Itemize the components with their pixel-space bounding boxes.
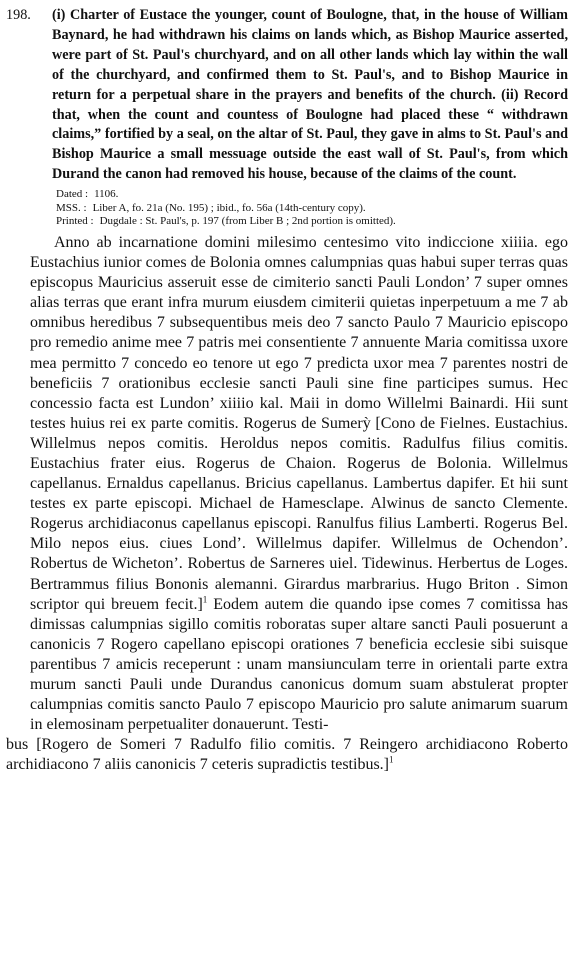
dated-label: Dated : — [56, 188, 89, 201]
footnote-marker: 1 — [202, 594, 208, 605]
printed-label: Printed : — [56, 215, 94, 228]
mss-row — [56, 202, 570, 216]
latin-charter: Anno ab incarnatione domini milesimo centesimo vito indiccione xiiiia. ego Eustachius iunior comes de Bolonia omnes calumpnias quas habui super terras quas episcopus Mauricius asseruit esse de cimiterio sancti Pauli London’ 7 super omnes alias terras que erant infra murum eiusdem cimiterii quietas inperpetuum a me 7 ab omnibus heredibus 7 subsequentibus meis deo 7 sancto Paulo 7 Mauricio episcopo pro remedio anime mee 7 patris mei consentiente 7 annuente Maria comitissa uxore mea permitto 7 concedo eo tenore ut ego 7 predicta uxor mea 7 parentes nostri de beneficiis 7 orationibus ecclesie sancti Pauli sine fine participes sumus. Hec concessio facta est Lundon’ xiiiio kal. Maii in domo Willelmi Bainardi. Hii sunt testes huius rei ex parte comitis. Rogerus de Sumerỳ [Cono de Fielnes. Eustachius. Willelmus nepos comitis. Heroldus nepos comitis. Radulfus filius comitis. Eustachius frater eius. Rogerus de Chaion. Rogerus de Bolonia. Willelmus capellanus. Ernaldus capellanus. Bricius capellanus. Lambertus dapifer. Et hii sunt testes ex parte episcopi. Michael de Hamesclape. Alwinus de sancto Clemente. Rogerus archidiaconus capellanus episcopi. Ranulfus filius Lamberti. Rogerus Bel. Milo nepos eius. ciues Lond’. Willelmus dapifer. Willelmus de Ochendon’. Robertus de Wicheton’. Robertus de Sarneres uiel. Tidewinus. Herbertus de Loges. Bertrammus filius Bononis alemanni. Girardus marbrarius. Hugo Briton . Simon scriptor qui breuem fecit.] — [30, 233, 568, 613]
latin-witnesses: bus [Rogero de Someri 7 Radulfo filio comitis. 7 Reingero archidiacono Roberto archidiacono 7 aliis canonicis 7 ceteris supradictis testibus.] — [6, 736, 568, 774]
printed-value: Dugdale : St. Paul's, p. 197 (from Liber B ; 2nd portion is omitted). — [99, 215, 396, 228]
entry-metadata — [6, 188, 570, 229]
latin-paragraph — [30, 233, 568, 735]
mss-value: Liber A, fo. 21a (No. 195) ; ibid., fo. 56a (14th-century copy). — [92, 201, 366, 214]
latin-text — [6, 233, 570, 776]
dated-value: 1106. — [94, 188, 119, 201]
printed-row — [56, 215, 570, 229]
summary-part-1: (i) Charter of Eustace the younger, count of Boulogne, that, in the house of William Baynard, he had withdrawn his claims on lands which, as Bishop Maurice asserted, were part of St. Paul's churchyard, and on all other lands which lay within the wall of the churchyard, and confirmed them to St. Paul's, and to Bishop Maurice in return for a perpetual share in the prayers and benefits of the church. — [52, 7, 568, 103]
entry-summary — [6, 6, 570, 185]
summary-part-2: (ii) Record that, when the count and countess of Boulogne had placed these “ withdrawn claims,” fortified by a seal, on the altar of St. Paul, they gave in alms to St. Paul's and Bishop Maurice a small messuage outside the east wall of St. Paul's, from which Durand the canon had removed his house, because of the claims of the count. — [52, 86, 568, 183]
entry-number: 198. — [6, 7, 31, 23]
footnote-marker-2: 1 — [389, 755, 394, 766]
latin-final-line — [6, 735, 568, 775]
dated-row — [56, 188, 570, 202]
latin-record: Eodem autem die quando ipse comes 7 comitissa has dimissas calumpnias sigillo comitis roboratas super altare sancti Pauli posuerunt a canonicis 7 Rogero capellano episcopi orationes 7 beneficia ecclesie sibi suisque parentibus 7 amicis receperunt : unam mansiunculam terre in orientali parte extra murum sancti Pauli unde Durandus canonicus domum suam abstulerat propter calumpnias comitis sancto Paulo 7 episcopo Mauricio pro salute animarum suarum in elemosinam perpetualiter donauerunt. Testi- — [30, 595, 569, 734]
mss-label: MSS. : — [56, 201, 87, 214]
